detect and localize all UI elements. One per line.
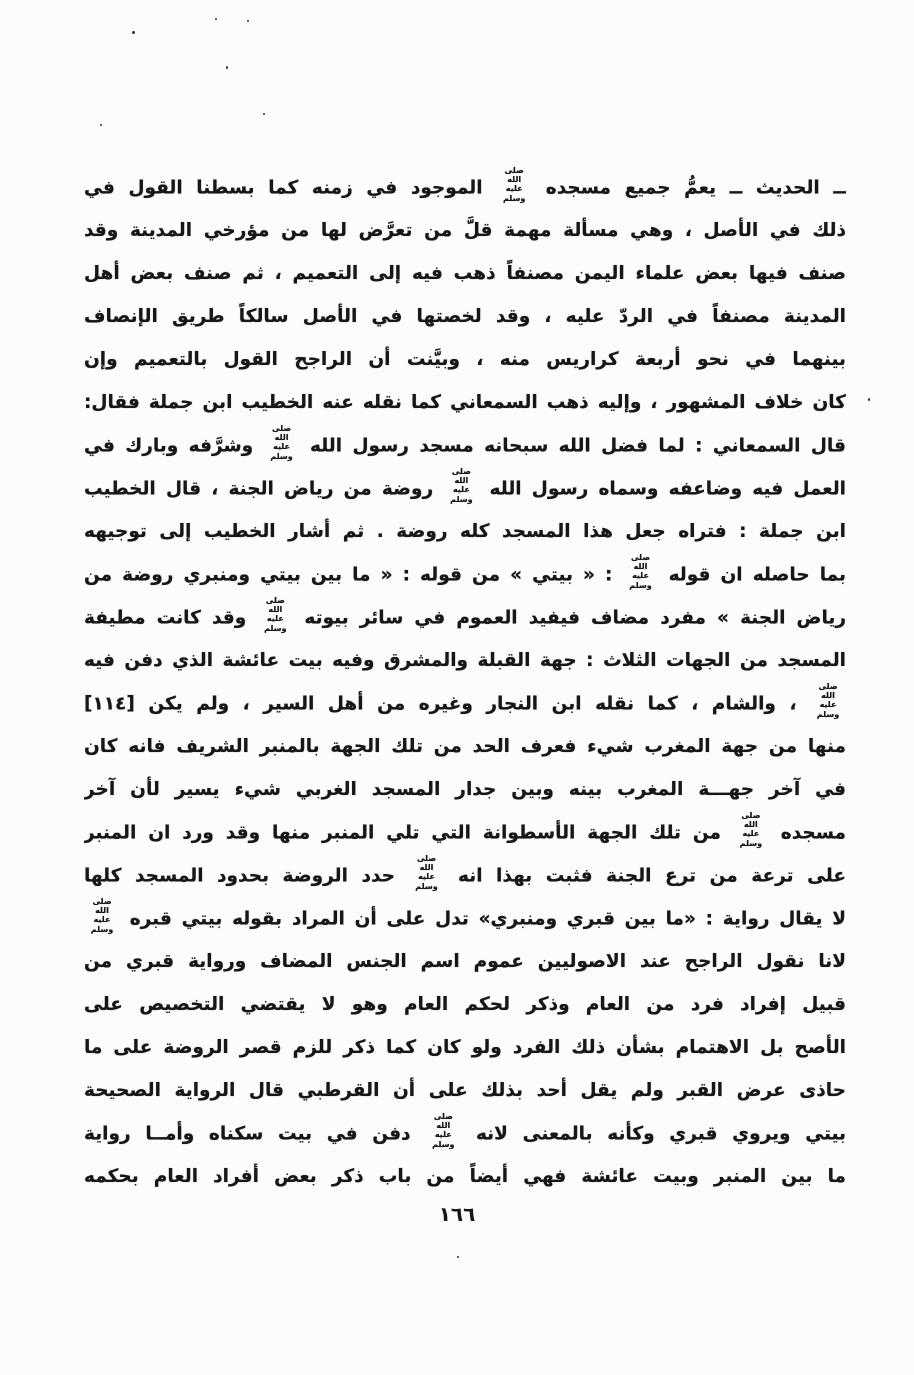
pbuh-ligature: صلّى الله عليه وسلم (739, 811, 763, 848)
text-line: ما بين المنبر وبيت عائشة فهي أيضاً من باب ذكر بعض أفراد العام بحكمه (84, 1166, 846, 1187)
text-line: لا يقال رواية : «ما بين قبري ومنبري» تدل على أن المراد بقوله بيتي قبره صلّى الله عليه وسلم (84, 897, 846, 940)
text-line: قال السمعاني : لما فضل الله سبحانه مسجد رسول الله صلّى الله عليه وسلم وشرَّفه وبارك في (84, 424, 846, 461)
text-line: الأصح بل الاهتمام بشأن ذلك الفرد ولو كان كما ذكر للزم قصر الروضة على ما (84, 1037, 846, 1058)
pbuh-ligature: صلّى الله عليه وسلم (816, 682, 840, 719)
text-line: صنف فيها بعض علماء اليمن مصنفاً ذهب فيه إلى التعميم ، ثم صنف بعض أهل (84, 263, 846, 284)
text-line: بيتي ويروي قبري وكأنه بالمعنى لانه صلّى الله عليه وسلم دفن في بيت سكناه وأمــا رواية (84, 1112, 846, 1149)
text-line: على ترعة من ترع الجنة فثبت بهذا انه صلّى الله عليه وسلم حدد الروضة بحدود المسجد كلها (84, 854, 846, 891)
text-line: لانا نقول الراجح عند الاصوليين عموم اسم الجنس المضاف ورواية قبري من (84, 951, 846, 972)
text-line: منها من جهة المغرب شيء فعرف الحد من تلك الجهة بالمنبر الشريف فانه كان (84, 736, 846, 757)
ink-speck (868, 398, 870, 401)
text-line: حاذى عرض القبر ولم يقل أحد بذلك على أن القرطبي قال الرواية الصحيحة (84, 1080, 846, 1101)
text-line: ابن جملة : فتراه جعل هذا المسجد كله روضة . ثم أشار الخطيب إلى توجيهه (84, 521, 846, 542)
pbuh-ligature: صلّى الله عليه وسلم (90, 897, 114, 934)
ink-speck (457, 1256, 459, 1258)
text-line: ذلك في الأصل ، وهي مسألة مهمة قلَّ من تعرَّض لها من مؤرخي المدينة وقد (84, 220, 846, 241)
text-line: العمل فيه وضاعفه وسماه رسول الله صلّى الله عليه وسلم روضة من رياض الجنة ، قال الخطيب (84, 467, 846, 504)
pbuh-ligature: صلّى الله عليه وسلم (270, 424, 293, 461)
text-line: قبيل إفراد فرد من العام وذكر لحكم العام وهو لا يقتضي التخصيص على (84, 994, 846, 1015)
text-line: بما حاصله ان قوله صلّى الله عليه وسلم : « بيتي » من قوله : « ما بين بيتي ومنبري روضة من (84, 553, 846, 590)
ink-speck (215, 18, 217, 20)
pbuh-ligature: صلّى الله عليه وسلم (264, 596, 287, 633)
pbuh-ligature: صلّى الله عليه وسلم (629, 553, 652, 590)
pbuh-ligature: صلّى الله عليه وسلم (432, 1112, 455, 1149)
ink-speck (132, 31, 135, 34)
text-line: كان خلاف المشهور ، وإليه ذهب السمعاني كما نقله عنه الخطيب ابن جملة فقال: (84, 392, 846, 413)
pbuh-ligature: صلّى الله عليه وسلم (502, 166, 526, 203)
text-line: ــ الحديث ــ يعمُّ جميع مسجده صلّى الله عليه وسلم الموجود في زمنه كما بسطنا القول في (84, 166, 846, 203)
text-line: مسجده صلّى الله عليه وسلم من تلك الجهة الأسطوانة التي تلي المنبر منها وقد ورد ان المنبر (84, 811, 846, 848)
ink-speck (100, 124, 102, 126)
body-text (84, 166, 846, 1198)
ink-speck (226, 66, 228, 69)
page-number: ١٦٦ (438, 1202, 476, 1226)
text-line: المدينة مصنفاً في الردّ عليه ، وقد لخصتها في الأصل سالكاً طريق الإنصاف (84, 306, 846, 327)
pbuh-ligature: صلّى الله عليه وسلم (450, 467, 473, 504)
text-line: صلّى الله عليه وسلم ، والشام ، كما نقله ابن النجار وغيره من أهل السير ، ولم يكن [١١٤] (84, 682, 846, 725)
ink-speck (263, 113, 265, 115)
text-line: رياض الجنة » مفرد مضاف فيفيد العموم في سائر بيوته صلّى الله عليه وسلم وقد كانت مطيفة (84, 596, 846, 633)
ink-speck (247, 20, 249, 22)
text-line: المسجد من الجهات الثلاث : جهة القبلة والمشرق وفيه بيت عائشة الذي دفن فيه (84, 650, 846, 671)
text-line: في آخر جهـــة المغرب بينه وبين جدار المسجد الغربي شيء يسير لأن آخر (84, 779, 846, 800)
pbuh-ligature: صلّى الله عليه وسلم (415, 854, 438, 891)
text-line: بينهما في نحو أربعة كراريس منه ، وبيَّنت أن الراجح القول بالتعميم وإن (84, 349, 846, 370)
